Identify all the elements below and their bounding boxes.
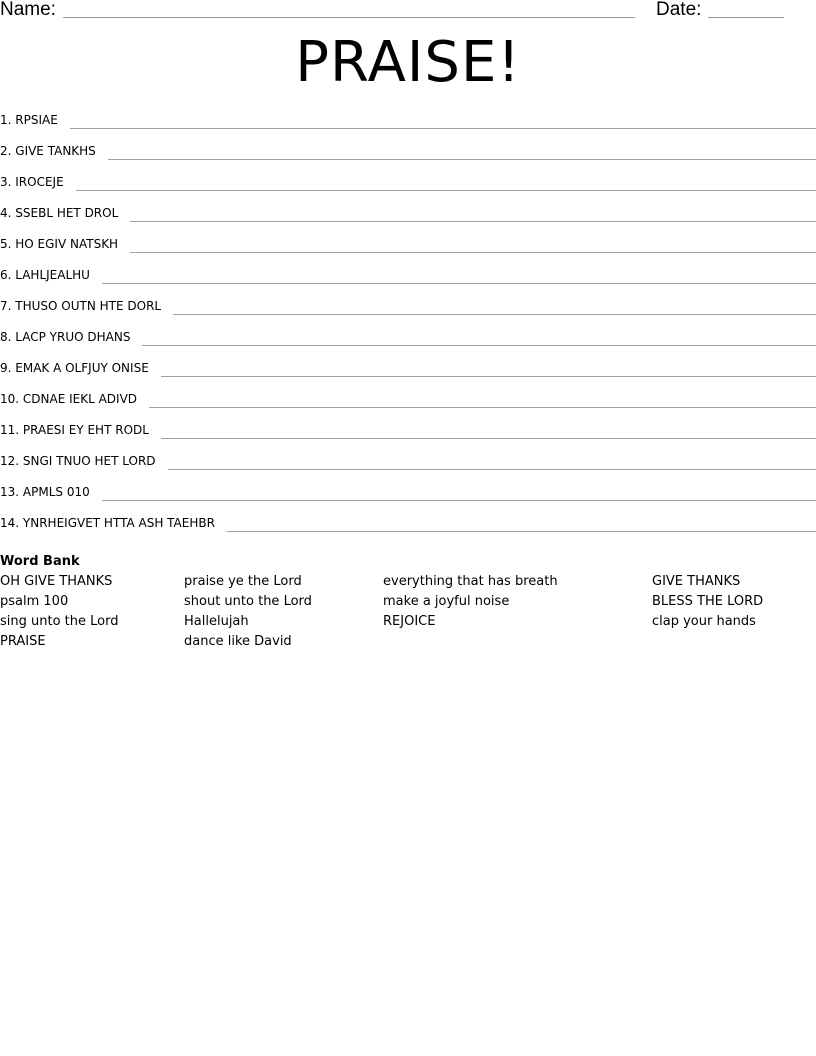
question-text: 6. LAHLJEALHU: [0, 268, 90, 282]
answer-line[interactable]: [102, 500, 816, 501]
word-bank: [0, 553, 816, 652]
answer-line[interactable]: [227, 531, 816, 532]
question-row: [0, 453, 816, 484]
word-bank-item: Hallelujah: [184, 614, 249, 629]
question-row: [0, 267, 816, 298]
word-bank-item: psalm 100: [0, 594, 69, 609]
word-bank-item: BLESS THE LORD: [652, 594, 764, 609]
question-row: [0, 484, 816, 515]
word-bank-columns: [0, 572, 816, 652]
date-label: Date:: [656, 0, 702, 20]
question-row: [0, 329, 816, 360]
answer-line[interactable]: [76, 190, 816, 191]
answer-line[interactable]: [149, 407, 816, 408]
question-text: 4. SSEBL HET DROL: [0, 206, 119, 220]
question-row: [0, 236, 816, 267]
word-bank-column: [0, 572, 118, 652]
question-text: 7. THUSO OUTN HTE DORL: [0, 299, 162, 313]
word-bank-item: dance like David: [184, 634, 292, 649]
word-bank-column: [184, 572, 312, 652]
question-text: 14. YNRHEIGVET HTTA ASH TAEHBR: [0, 516, 215, 530]
word-bank-column: [383, 572, 558, 632]
name-label: Name:: [0, 0, 56, 20]
answer-line[interactable]: [142, 345, 816, 346]
question-text: 11. PRAESI EY EHT RODL: [0, 423, 149, 437]
question-text: 5. HO EGIV NATSKH: [0, 237, 119, 251]
date-field[interactable]: [708, 17, 784, 18]
question-text: 12. SNGI TNUO HET LORD: [0, 454, 156, 468]
word-bank-column: [652, 572, 763, 632]
header: [0, 0, 816, 22]
answer-line[interactable]: [161, 376, 816, 377]
answer-line[interactable]: [130, 252, 816, 253]
word-bank-item: everything that has breath: [383, 574, 558, 589]
word-bank-item: REJOICE: [383, 614, 436, 629]
word-bank-item: PRAISE: [0, 634, 46, 649]
question-row: [0, 143, 816, 174]
question-row: [0, 360, 816, 391]
question-text: 1. RPSIAE: [0, 113, 58, 127]
word-bank-item: make a joyful noise: [383, 594, 510, 609]
word-bank-title: Word Bank: [0, 554, 80, 569]
question-row: [0, 174, 816, 205]
question-text: 3. IROCEJE: [0, 175, 64, 189]
question-row: [0, 515, 816, 546]
question-text: 2. GIVE TANKHS: [0, 144, 96, 158]
answer-line[interactable]: [70, 128, 816, 129]
question-text: 10. CDNAE IEKL ADIVD: [0, 392, 138, 406]
name-field[interactable]: [63, 17, 635, 18]
answer-line[interactable]: [130, 221, 816, 222]
answer-line[interactable]: [168, 469, 816, 470]
word-bank-item: shout unto the Lord: [184, 594, 312, 609]
question-text: 9. EMAK A OLFJUY ONISE: [0, 361, 149, 375]
question-row: [0, 298, 816, 329]
question-row: [0, 205, 816, 236]
answer-line[interactable]: [173, 314, 816, 315]
word-bank-item: sing unto the Lord: [0, 614, 119, 629]
question-row: [0, 422, 816, 453]
answer-line[interactable]: [108, 159, 816, 160]
answer-line[interactable]: [102, 283, 816, 284]
question-text: 8. LACP YRUO DHANS: [0, 330, 131, 344]
word-bank-item: GIVE THANKS: [652, 574, 741, 589]
word-bank-item: praise ye the Lord: [184, 574, 302, 589]
question-list: [0, 112, 816, 546]
question-row: [0, 391, 816, 422]
page-title: PRAISE!: [295, 30, 521, 95]
word-bank-item: clap your hands: [652, 614, 756, 629]
word-bank-item: OH GIVE THANKS: [0, 574, 113, 589]
question-text: 13. APMLS 010: [0, 485, 90, 499]
answer-line[interactable]: [161, 438, 816, 439]
question-row: [0, 112, 816, 143]
